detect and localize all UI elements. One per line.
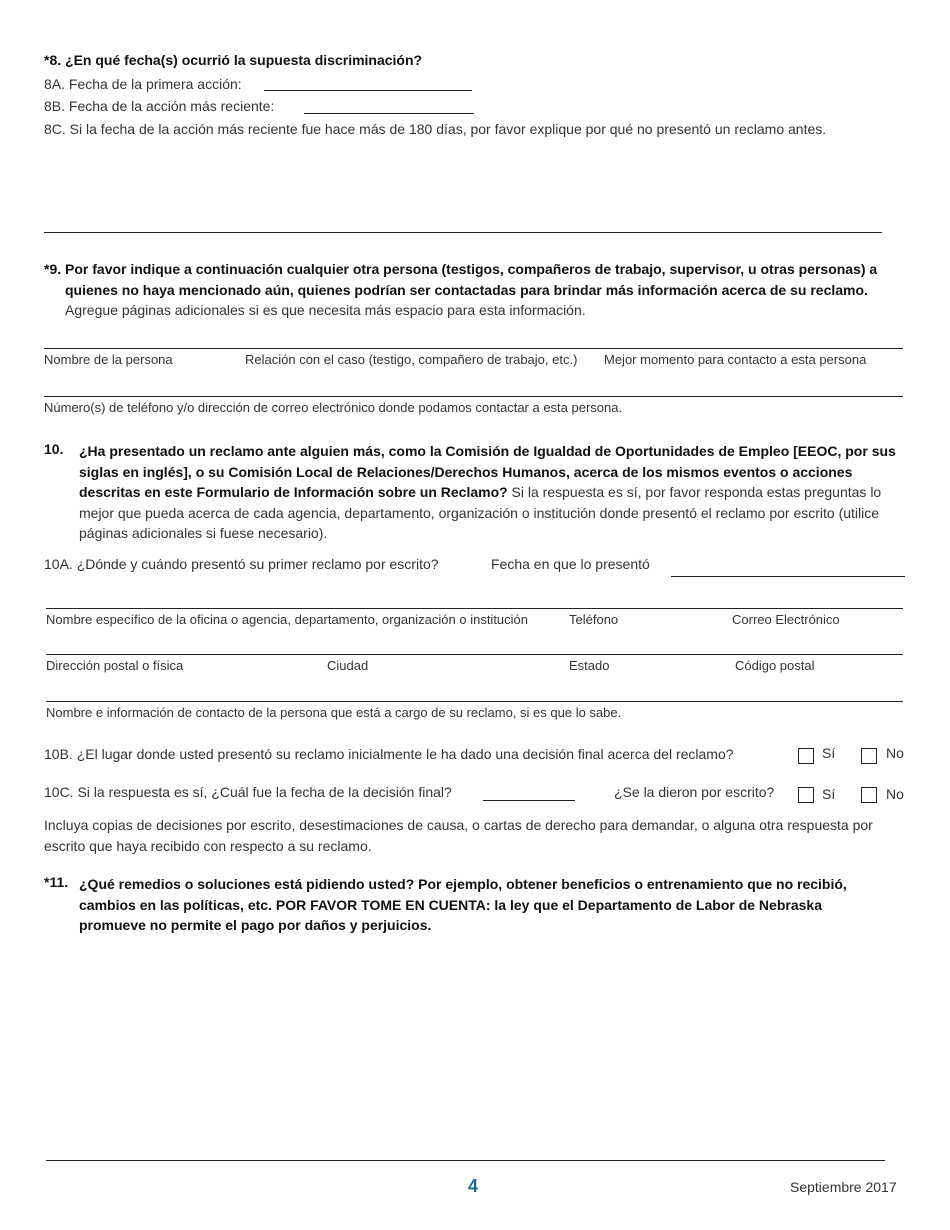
footer-divider [46,1160,885,1161]
q10-question [79,441,904,544]
q10c-yes-checkbox[interactable] [798,787,814,803]
q9-question-note: Agregue páginas adicionales si es que necesita más espacio para esta información. [65,302,586,318]
q8a-date-field[interactable] [264,90,472,91]
q9-col-relation: Relación con el caso (testigo, compañero de trabajo, etc.) [245,352,578,367]
q10a-label: 10A. ¿Dónde y cuándo presentó su primer reclamo por escrito? [44,556,439,572]
q10-phone-label: Teléfono [569,612,619,627]
q10c-label: 10C. Si la respuesta es sí, ¿Cuál fue la fecha de la decisión final? [44,784,452,800]
q9-person-row-field[interactable] [44,348,903,349]
page-number: 4 [468,1176,479,1196]
q10-zip-label: Código postal [735,658,815,673]
q10-address-label: Dirección postal o física [46,658,184,673]
q10c-no-checkbox[interactable] [861,787,877,803]
footer-date: Septiembre 2017 [790,1179,897,1195]
q10c-yes-label: Sí [822,786,836,802]
q9-col-name: Nombre de la persona [44,352,173,367]
q9-col-best-time: Mejor momento para contacto a esta persona [604,352,867,367]
q10b-label: 10B. ¿El lugar donde usted presentó su reclamo inicialmente le ha dado una decisión final acerca del reclamo? [44,746,734,762]
q9-question [44,259,906,321]
q10-handler-field[interactable] [46,701,903,702]
q10b-no-label: No [886,745,904,761]
q10b-yes-checkbox[interactable] [798,748,814,764]
q8b-label: 8B. Fecha de la acción más reciente: [44,98,275,114]
q10b-yes-label: Sí [822,745,836,761]
q10c-date-field[interactable] [483,800,575,801]
q9-contact-field[interactable] [44,396,903,397]
q9-question-bold: *9. Por favor indique a continuación cualquier otra persona (testigos, compañeros de trabajo, supervisor, u otras personas) a quienes no haya mencionado aún, quienes podrían ser contactadas para brindar más información acerca de su reclamo. [44,261,878,298]
q10-city-label: Ciudad [327,658,369,673]
q10-address-field[interactable] [46,654,903,655]
q8c-label: 8C. Si la fecha de la acción más reciente fue hace más de 180 días, por favor explique por qué no presentó un reclamo antes. [44,121,827,137]
q10c-written-label: ¿Se la dieron por escrito? [614,784,775,800]
q8c-explanation-field[interactable] [44,232,882,233]
q8-title: *8. ¿En qué fecha(s) ocurrió la supuesta discriminación? [44,52,423,68]
q9-contact-label: Número(s) de teléfono y/o dirección de correo electrónico donde podamos contactar a esta persona. [44,400,623,415]
q8a-label: 8A. Fecha de la primera acción: [44,76,242,92]
q10-question-bold: ¿Ha presentado un reclamo ante alguien más, como la Comisión de Igualdad de Oportunidades de Empleo [EEOC, por sus siglas en inglés], o su Comisión Local de Relaciones/Derechos Humanos, acerca de los mismos eventos o acciones descritas en este Formulario de Información sobre un Reclamo? [79,443,896,500]
q10-include-note: Incluya copias de decisiones por escrito, desestimaciones de causa, o cartas de derecho para demandar, o alguna otra respuesta por escrito que haya recibido con respecto a su reclamo. [44,817,873,854]
q10b-no-checkbox[interactable] [861,748,877,764]
q10-office-label: Nombre específico de la oficina o agencia, departamento, organización o institución [46,612,529,627]
q11-number: *11. [44,874,69,890]
q10c-no-label: No [886,786,904,802]
q11-question: ¿Qué remedios o soluciones está pidiendo usted? Por ejemplo, obtener beneficios o entrenamiento que no recibió, cambios en las políticas, etc. POR FAVOR TOME EN CUENTA: la ley que el Departamento de Labor de Nebraska promueve no permite el pago por daños y perjuicios. [79,876,847,933]
q10-state-label: Estado [569,658,610,673]
q10-handler-label: Nombre e información de contacto de la persona que está a cargo de su reclamo, si es que lo sabe. [46,705,622,720]
q8b-date-field[interactable] [304,113,474,114]
q10-office-field[interactable] [46,608,903,609]
q10a-date-field[interactable] [671,576,905,577]
q10-question-note: Si la respuesta es sí, por favor responda estas preguntas lo mejor que pueda acerca de cada agencia, departamento, organización o institución donde presentó el reclamo por escrito (utilice páginas adicionales si fuese necesario). [79,484,882,541]
q10a-date-label: Fecha en que lo presentó [491,556,650,572]
q10-email-label: Correo Electrónico [732,612,840,627]
q10-number: 10. [44,441,64,457]
